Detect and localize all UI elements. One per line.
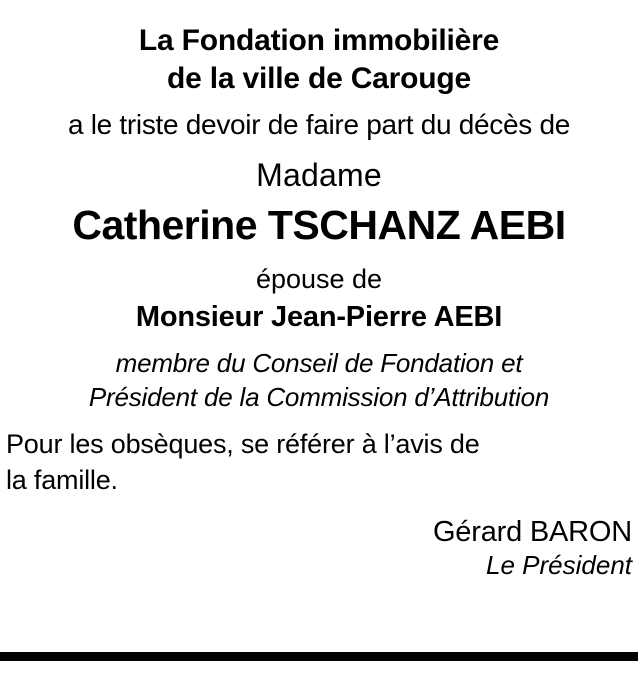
- bottom-rule: [0, 652, 638, 661]
- deceased-name: Catherine TSCHANZ AEBI: [72, 201, 566, 248]
- organization-line-2: de la ville de Carouge: [166, 62, 472, 96]
- spouse-label: épouse de: [255, 263, 383, 294]
- funeral-line-2: la famille.: [6, 464, 118, 495]
- spouse-name: Monsieur Jean-Pierre AEBI: [135, 301, 503, 334]
- signatory-name: Gérard BARON: [432, 516, 632, 549]
- signatory-title: Le Président: [486, 550, 632, 581]
- honorific-title: Madame: [256, 157, 382, 194]
- organization-line-1: La Fondation immobilière: [138, 24, 500, 57]
- role-line-1: membre du Conseil de Fondation et: [115, 348, 523, 379]
- role-line-2: Président de la Commission d’Attribution: [88, 382, 550, 413]
- lead-text: a le triste devoir de faire part du décès de: [68, 108, 570, 140]
- funeral-line-1: Pour les obsèques, se référer à l’avis de: [6, 428, 480, 459]
